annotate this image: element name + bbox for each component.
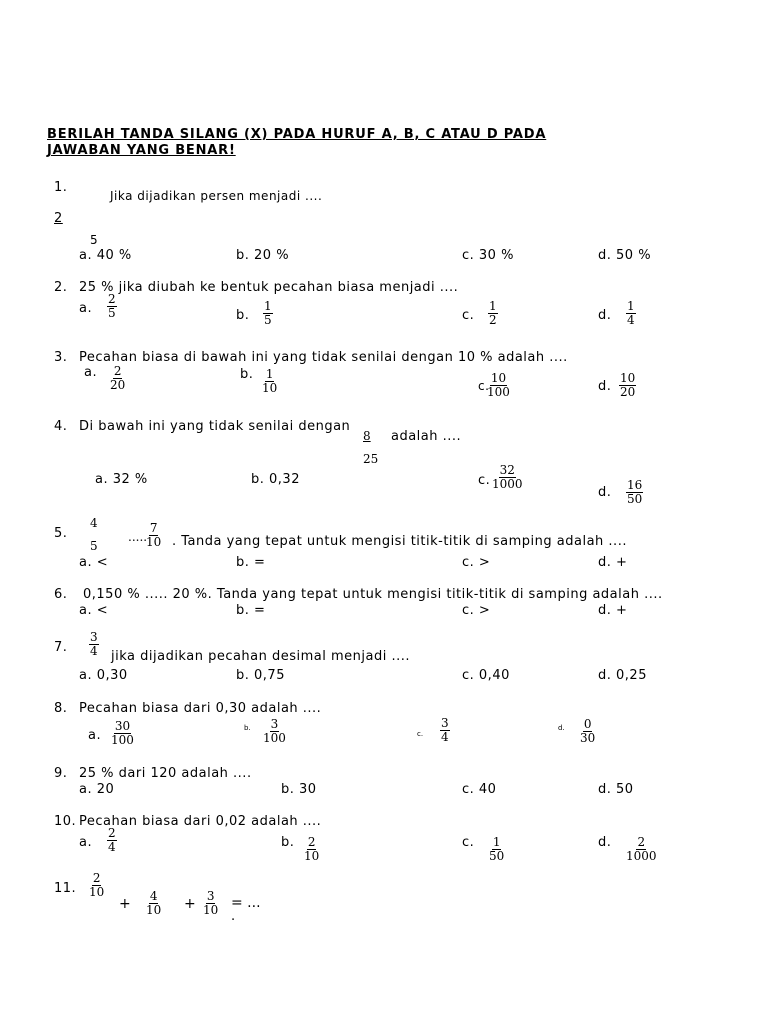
q4-option-d[interactable]: d.: [598, 485, 612, 500]
q8-option-b-fraction: $\frac{3}{100}$: [263, 717, 286, 745]
q10-option-d[interactable]: d.: [598, 835, 612, 850]
q4-option-b[interactable]: b. 0,32: [251, 472, 300, 487]
q3-option-a-fraction: $\frac{2}{20}$: [110, 364, 126, 392]
q9-option-d[interactable]: d. 50: [598, 782, 634, 797]
q2-option-c[interactable]: c.: [462, 308, 475, 323]
q3-option-b[interactable]: b.: [240, 367, 254, 382]
q5-dots: .....: [128, 530, 148, 544]
q11-dot: .: [231, 909, 236, 924]
q8-option-c[interactable]: c.: [417, 730, 424, 738]
q2-option-c-fraction: $\frac{1}{2}$: [489, 299, 497, 327]
q5-number: 5.: [54, 526, 68, 541]
q6-text: 0,150 % ..... 20 %. Tanda yang tepat untuk mengisi titik-titik di samping adalah ....: [83, 587, 663, 602]
q8-option-d-fraction: $\frac{0}{30}$: [580, 717, 596, 745]
q7-fraction: $\frac{3}{4}$: [90, 630, 98, 658]
q10-option-b[interactable]: b.: [281, 835, 295, 850]
q5-left-denominator: 5: [90, 539, 98, 553]
q4-fraction-numerator: 8: [363, 429, 371, 443]
q2-option-d[interactable]: d.: [598, 308, 612, 323]
q9-option-a[interactable]: a. 20: [79, 782, 115, 797]
q3-option-b-fraction: $\frac{1}{10}$: [262, 367, 278, 395]
q9-text: 25 % dari 120 adalah ....: [79, 766, 252, 781]
q7-option-c[interactable]: c. 0,40: [462, 668, 510, 683]
q3-option-c[interactable]: c.: [478, 379, 490, 393]
q5-option-a[interactable]: a. <: [79, 555, 109, 570]
q3-number: 3.: [54, 350, 68, 365]
q5-option-d[interactable]: d. +: [598, 555, 628, 570]
q4-text-tail: adalah ....: [391, 429, 462, 444]
q11-equals: = ...: [231, 895, 261, 911]
q10-option-b-fraction: $\frac{2}{10}$: [304, 835, 320, 863]
q1-option-b[interactable]: b. 20 %: [236, 248, 290, 263]
q4-option-a[interactable]: a. 32 %: [95, 472, 148, 487]
q6-option-a[interactable]: a. <: [79, 603, 109, 618]
q2-option-b[interactable]: b.: [236, 308, 250, 323]
q9-option-c[interactable]: c. 40: [462, 782, 497, 797]
q8-number: 8.: [54, 701, 68, 716]
q11-fraction-1: $\frac{2}{10}$: [89, 871, 105, 899]
q3-option-d[interactable]: d.: [598, 379, 612, 394]
q8-option-a[interactable]: a.: [88, 728, 102, 743]
q5-text: . Tanda yang tepat untuk mengisi titik-titik di samping adalah ....: [172, 534, 627, 549]
q4-fraction-denominator: 25: [363, 452, 379, 466]
q6-option-b[interactable]: b. =: [236, 603, 266, 618]
q4-option-c[interactable]: c.: [478, 473, 491, 488]
q11-plus-1: +: [119, 896, 131, 912]
q2-option-b-fraction: $\frac{1}{5}$: [264, 299, 272, 327]
q8-option-b[interactable]: b.: [244, 724, 251, 732]
q8-option-d[interactable]: d.: [558, 724, 565, 732]
q8-text: Pecahan biasa dari 0,30 adalah ....: [79, 701, 322, 716]
q5-option-b[interactable]: b. =: [236, 555, 266, 570]
q5-left-numerator: 4: [90, 516, 98, 530]
q4-option-d-fraction: $\frac{16}{50}$: [627, 478, 643, 506]
q10-option-a[interactable]: a.: [79, 835, 93, 850]
q5-right-fraction: $\frac{7}{10}$: [146, 521, 162, 549]
q10-option-d-fraction: $\frac{2}{1000}$: [626, 835, 657, 863]
q11-fraction-2: $\frac{4}{10}$: [146, 889, 162, 917]
instruction-line-1: BERILAH TANDA SILANG (X) PADA HURUF A, B, C ATAU D PADA: [47, 127, 547, 142]
q1-option-c[interactable]: c. 30 %: [462, 248, 514, 263]
q10-option-c[interactable]: c.: [462, 835, 475, 850]
q10-text: Pecahan biasa dari 0,02 adalah ....: [79, 814, 322, 829]
q7-option-d[interactable]: d. 0,25: [598, 668, 647, 683]
q2-text: 25 % jika diubah ke bentuk pecahan biasa menjadi ....: [79, 280, 459, 295]
q4-option-c-fraction: $\frac{32}{1000}$: [492, 463, 523, 491]
q11-plus-2: +: [184, 896, 196, 912]
instruction-line-2: JAWABAN YANG BENAR!: [47, 143, 236, 158]
q11-fraction-3: $\frac{3}{10}$: [203, 889, 219, 917]
q10-number: 10.: [54, 814, 77, 829]
q4-text: Di bawah ini yang tidak senilai dengan: [79, 419, 351, 434]
q10-option-c-fraction: $\frac{1}{50}$: [489, 835, 505, 863]
q6-option-d[interactable]: d. +: [598, 603, 628, 618]
q7-number: 7.: [54, 640, 68, 655]
q3-text: Pecahan biasa di bawah ini yang tidak senilai dengan 10 % adalah ....: [79, 350, 568, 365]
q7-option-b[interactable]: b. 0,75: [236, 668, 285, 683]
q6-option-c[interactable]: c. >: [462, 603, 491, 618]
q6-number: 6.: [54, 587, 68, 602]
q11-number: 11.: [54, 881, 77, 896]
q5-option-c[interactable]: c. >: [462, 555, 491, 570]
q1-fraction-numerator: 2: [54, 211, 63, 226]
q3-option-d-fraction: $\frac{10}{20}$: [620, 371, 636, 399]
q8-option-c-fraction: $\frac{3}{4}$: [441, 716, 449, 744]
q2-option-a[interactable]: a.: [79, 301, 93, 316]
q1-number: 1.: [54, 180, 68, 195]
q1-option-a[interactable]: a. 40 %: [79, 248, 132, 263]
q9-number: 9.: [54, 766, 68, 781]
q3-option-a[interactable]: a.: [84, 365, 98, 380]
q8-option-a-fraction: $\frac{30}{100}$: [111, 719, 134, 747]
q1-text: Jika dijadikan persen menjadi ....: [110, 189, 323, 203]
q2-option-d-fraction: $\frac{1}{4}$: [627, 299, 635, 327]
q7-option-a[interactable]: a. 0,30: [79, 668, 128, 683]
q7-text: jika dijadikan pecahan desimal menjadi ....: [111, 649, 411, 664]
q9-option-b[interactable]: b. 30: [281, 782, 317, 797]
q2-number: 2.: [54, 280, 68, 295]
q3-option-c-fraction: $\frac{10}{100}$: [487, 371, 510, 399]
q4-number: 4.: [54, 419, 68, 434]
q1-fraction-denominator: 5: [90, 233, 99, 247]
q1-option-d[interactable]: d. 50 %: [598, 248, 652, 263]
q10-option-a-fraction: $\frac{2}{4}$: [108, 826, 116, 854]
q2-option-a-fraction: $\frac{2}{5}$: [108, 292, 116, 320]
